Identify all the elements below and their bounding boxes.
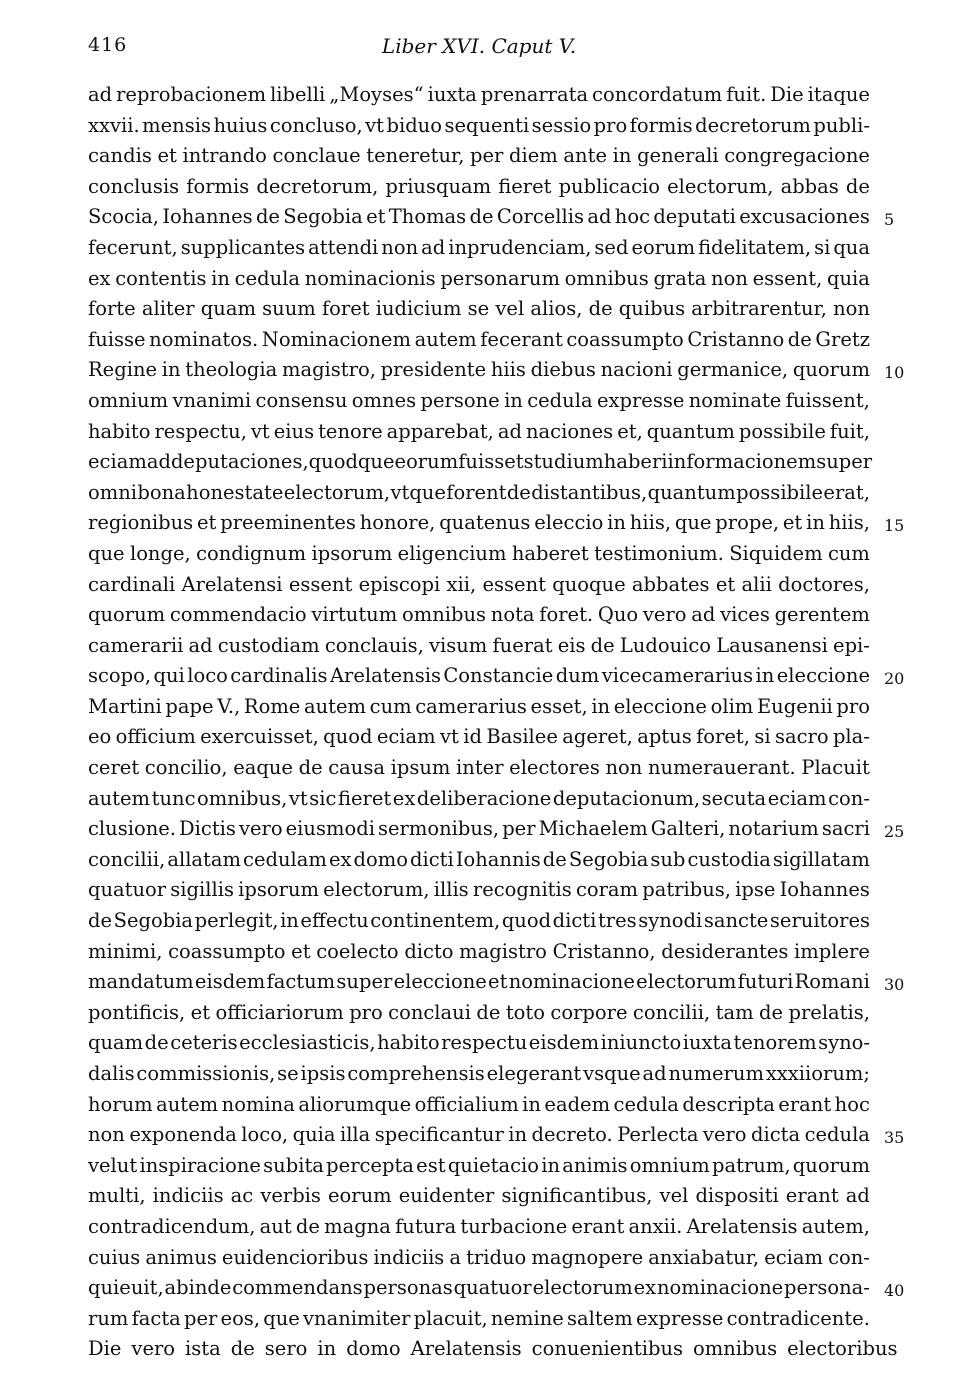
margin-line-number: 25	[884, 822, 905, 842]
text-line: horum autem nomina aliorumque officialium in eadem cedula descripta erant hoc	[88, 1092, 870, 1116]
text-line: regionibus et preeminentes honore, quatenus eleccio in hiis, que prope, et in hiis,	[88, 511, 870, 535]
text-line: conclusis formis decretorum, priusquam fieret publicacio electorum, abbas de	[88, 174, 870, 198]
text-line: velut inspiracione subita percepta est quietacio in animis omnium patrum, quorum	[88, 1153, 870, 1177]
text-line: multi, indiciis ac verbis eorum euidenter significantibus, vel dispositi erant ad	[88, 1184, 870, 1208]
text-line: Martini pape V., Rome autem cum camerarius esset, in eleccione olim Eugenii pro	[88, 694, 870, 718]
text-line: pontificis, et officiariorum pro conclaui de toto corpore concilii, tam de prelatis,	[88, 1000, 870, 1024]
text-line: Regine in theologia magistro, presidente hiis diebus nacioni germanice, quorum	[88, 358, 870, 382]
text-line: forte aliter quam suum foret iudicium se vel alios, de quibus arbitrarentur, non	[88, 297, 870, 321]
text-line: concilii, allatam cedulam ex domo dicti Iohannis de Segobia sub custodia sigillatam	[88, 847, 870, 871]
text-line: camerarii ad custodiam conclauis, visum fuerat eis de Ludouico Lausanensi epi-	[88, 633, 870, 657]
margin-line-number: 15	[884, 516, 905, 536]
text-line: Die vero ista de sero in domo Arelatensis conuenientibus omnibus electoribus	[88, 1337, 898, 1361]
text-line: fecerunt, supplicantes attendi non ad inprudenciam, sed eorum fidelitatem, si qua	[88, 235, 870, 259]
text-line: quieuit, abinde commendans personas quatuor electorum ex nominacione persona-	[88, 1276, 870, 1300]
text-line: fuisse nominatos. Nominacionem autem fecerant coassumpto Cristanno de Gretz	[88, 327, 870, 351]
text-line: quorum commendacio virtutum omnibus nota foret. Quo vero ad vices gerentem	[88, 603, 870, 627]
text-line: clusione. Dictis vero eiusmodi sermonibus, per Michaelem Galteri, notarium sacri	[88, 817, 870, 841]
text-line: que longe, condignum ipsorum eligencium haberet testimonium. Siquidem cum	[88, 541, 870, 565]
text-line: omnium vnanimi consensu omnes persone in cedula expresse nominate fuissent,	[88, 388, 870, 412]
text-line: quam de ceteris ecclesiasticis, habito respectu eisdem iniuncto iuxta tenorem syno-	[88, 1031, 870, 1055]
text-line: cuius animus euidencioribus indiciis a triduo magnopere anxiabatur, eciam con-	[88, 1245, 870, 1269]
text-line: omni bona honestate electorum, vtque forent de distantibus, quantum possibile erat,	[88, 480, 870, 504]
text-line: dalis commissionis, se ipsis comprehensis elegerant vsque ad numerum xxxiiorum;	[88, 1062, 870, 1085]
text-line: candis et intrando conclaue teneretur, per diem ante in generali congregacione	[88, 144, 870, 168]
text-line: ex contentis in cedula nominacionis personarum omnibus grata non essent, quia	[88, 266, 870, 290]
text-line: Scocia, Iohannes de Segobia et Thomas de Corcellis ad hoc deputati excusaciones	[88, 205, 870, 229]
text-line: contradicendum, aut de magna futura turbacione erant anxii. Arelatensis autem,	[88, 1214, 870, 1238]
text-line: rum facta per eos, que vnanimiter placuit, nemine saltem expresse contradicente.	[88, 1306, 870, 1330]
text-line: xxvii. mensis huius concluso, vt biduo sequenti sessio pro formis decretorum publi-	[88, 113, 870, 137]
margin-line-number: 20	[884, 669, 905, 689]
text-line: cardinali Arelatensi essent episcopi xii, essent quoque abbates et alii doctores,	[88, 572, 870, 596]
text-line: ceret concilio, eaque de causa ipsum inter electores non numerauerant. Placuit	[88, 756, 870, 780]
margin-line-number: 10	[884, 363, 905, 383]
text-line: non exponenda loco, quia illa specificantur in decreto. Perlecta vero dicta cedula	[88, 1123, 870, 1147]
text-line: de Segobia perlegit, in effectu continentem, quod dicti tres synodi sancte seruitores	[88, 909, 870, 933]
text-line: quatuor sigillis ipsorum electorum, illis recognitis coram patribus, ipse Iohannes	[88, 878, 870, 902]
margin-line-number: 5	[884, 210, 895, 230]
text-line: scopo, qui loco cardinalis Arelatensis Constancie dum vicecamerarius in eleccione	[88, 664, 870, 688]
page-header	[88, 34, 870, 66]
text-line: minimi, coassumpto et coelecto dicto magistro Cristanno, desiderantes implere	[88, 939, 870, 963]
text-line: habito respectu, vt eius tenore apparebat, ad naciones et, quantum possibile fuit,	[88, 419, 870, 443]
running-head: Liber XVI. Caput V.	[381, 34, 577, 58]
text-line: eo officium exercuisset, quod eciam vt id Basilee ageret, aptus foret, si sacro pla-	[88, 725, 870, 749]
margin-line-number: 30	[884, 975, 905, 995]
text-line: autem tunc omnibus, vt sic fieret ex deliberacione deputacionum, secuta eciam con-	[88, 786, 870, 810]
page-number: 416	[88, 34, 128, 56]
text-line: ad reprobacionem libelli „Moyses“ iuxta prenarrata concordatum fuit. Die itaque	[88, 83, 870, 106]
text-line: eciam ad deputaciones, quodque eorum fuisset studium haberi informacionem super	[88, 450, 873, 474]
margin-line-number: 40	[884, 1281, 905, 1301]
margin-line-number: 35	[884, 1128, 905, 1148]
text-line: mandatum eisdem factum super eleccione et nominacione electorum futuri Romani	[88, 970, 870, 994]
